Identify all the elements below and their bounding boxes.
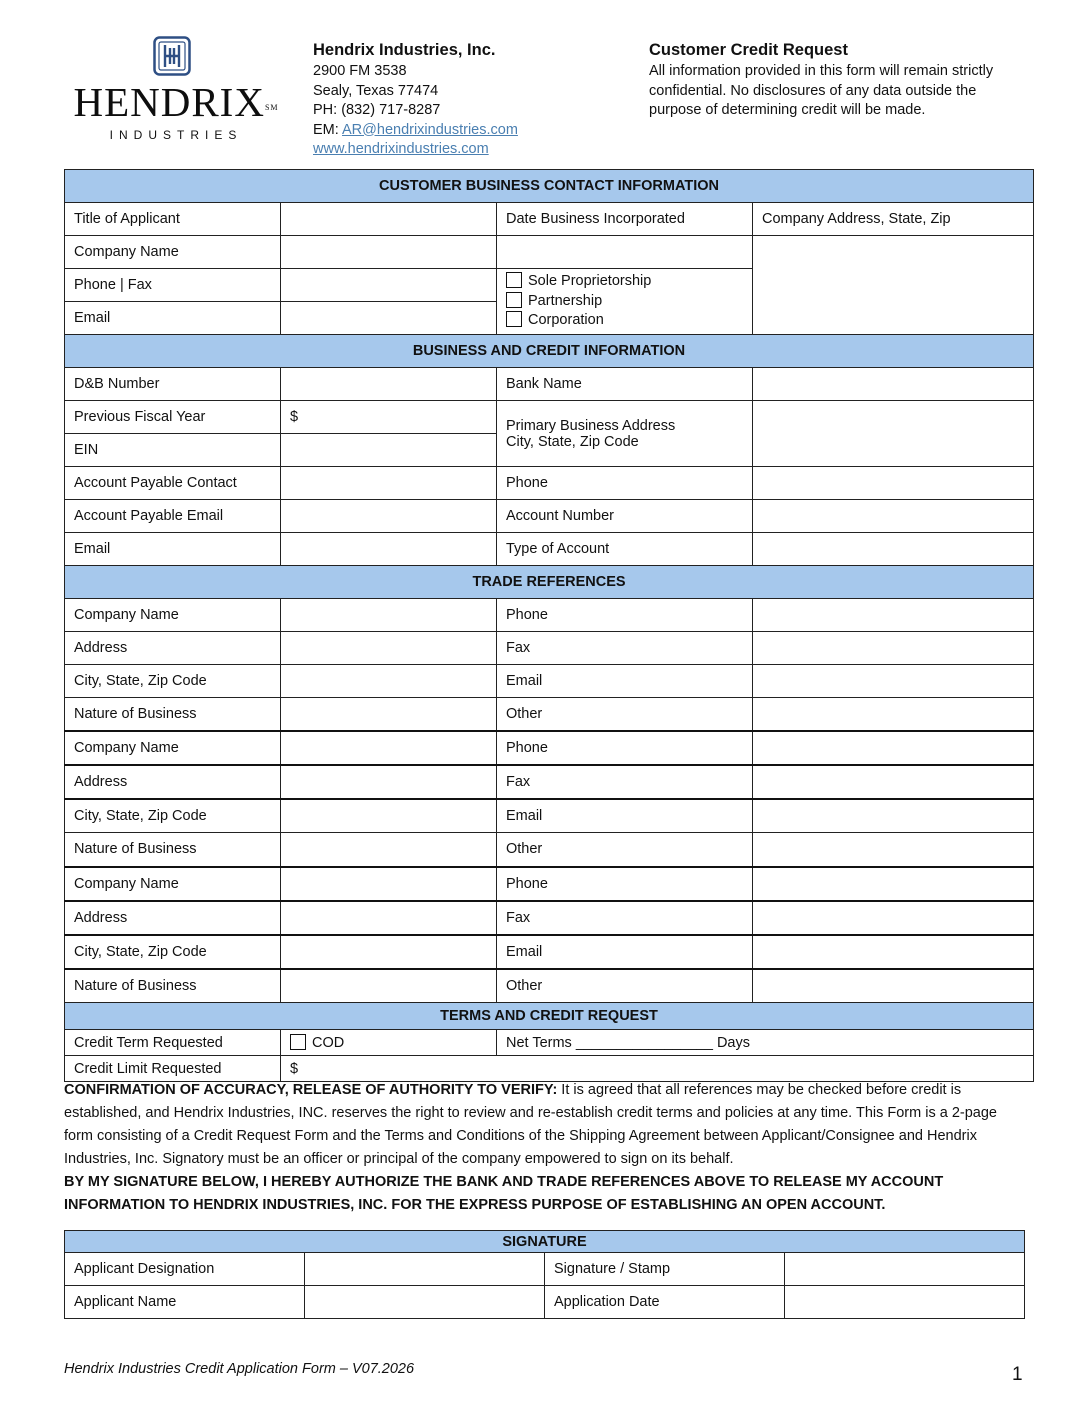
input-email[interactable]: [281, 302, 497, 335]
label-date-incorporated: Date Business Incorporated: [497, 203, 753, 236]
business-type-options: [497, 269, 753, 335]
input-ref3-phone[interactable]: [753, 867, 1034, 901]
input-date-incorporated[interactable]: [497, 236, 753, 269]
label-credit-term: Credit Term Requested: [65, 1030, 281, 1056]
label-ref2-other: Other: [497, 833, 753, 867]
section-header-terms: TERMS AND CREDIT REQUEST: [65, 1003, 1034, 1030]
section-header-signature: SIGNATURE: [65, 1231, 1025, 1253]
input-ref1-phone[interactable]: [753, 599, 1034, 632]
input-ref3-company[interactable]: [281, 867, 497, 901]
label-previous-fiscal-year: Previous Fiscal Year: [65, 401, 281, 434]
input-ref3-city[interactable]: [281, 935, 497, 969]
request-title: Customer Credit Request: [649, 41, 848, 59]
input-company-address[interactable]: [753, 236, 1034, 335]
label-title-of-applicant: Title of Applicant: [65, 203, 281, 236]
label-email: Email: [65, 302, 281, 335]
label-business-email: Email: [65, 533, 281, 566]
input-ref3-email[interactable]: [753, 935, 1034, 969]
company-phone: PH: (832) 717-8287: [313, 102, 441, 118]
input-primary-business-address[interactable]: [753, 401, 1034, 467]
confirmation-lead: CONFIRMATION OF ACCURACY, RELEASE OF AUTHORITY TO VERIFY:: [64, 1082, 558, 1098]
label-ref2-fax: Fax: [497, 765, 753, 799]
section-header-trade: TRADE REFERENCES: [65, 566, 1034, 599]
credit-form-table: [64, 169, 1034, 1082]
option-sole-proprietorship[interactable]: Sole Proprietorship: [506, 272, 743, 292]
label-applicant-designation: Applicant Designation: [65, 1253, 305, 1286]
cod-checkbox[interactable]: [290, 1034, 306, 1050]
logo-wordmark: HENDRIX℠: [73, 79, 279, 125]
email-link[interactable]: AR@hendrixindustries.com: [342, 121, 518, 138]
input-ref1-other[interactable]: [753, 698, 1034, 731]
label-ref3-fax: Fax: [497, 901, 753, 935]
label-ref3-email: Email: [497, 935, 753, 969]
input-ref2-other[interactable]: [753, 833, 1034, 867]
input-credit-limit[interactable]: $: [281, 1056, 1034, 1082]
label-company-address: Company Address, State, Zip: [753, 203, 1034, 236]
company-name: Hendrix Industries, Inc.: [313, 41, 496, 59]
website-link[interactable]: www.hendrixindustries.com: [313, 141, 489, 157]
input-ein[interactable]: [281, 434, 497, 467]
request-info: [649, 40, 999, 121]
label-application-date: Application Date: [545, 1286, 785, 1319]
label-ref2-company: Company Name: [65, 731, 281, 765]
company-email-line: [313, 121, 518, 141]
input-title-of-applicant[interactable]: [281, 203, 497, 236]
input-ap-contact[interactable]: [281, 467, 497, 500]
label-primary-business-address: Primary Business Address City, State, Zip Code: [497, 401, 753, 467]
label-company-name: Company Name: [65, 236, 281, 269]
company-address-line2: Sealy, Texas 77474: [313, 82, 439, 99]
input-ref3-fax[interactable]: [753, 901, 1034, 935]
option-cod[interactable]: COD: [281, 1030, 497, 1056]
label-bank-name: Bank Name: [497, 368, 753, 401]
label-ref1-fax: Fax: [497, 632, 753, 665]
logo-subtitle: INDUSTRIES: [109, 128, 243, 142]
input-ref2-nature[interactable]: [281, 833, 497, 867]
label-ap-email: Account Payable Email: [65, 500, 281, 533]
label-ref1-nature: Nature of Business: [65, 698, 281, 731]
label-ref3-nature: Nature of Business: [65, 969, 281, 1003]
input-ref2-phone[interactable]: [753, 731, 1034, 765]
input-ref2-address[interactable]: [281, 765, 497, 799]
input-dnb-number[interactable]: [281, 368, 497, 401]
label-ref1-city: City, State, Zip Code: [65, 665, 281, 698]
input-ref3-nature[interactable]: [281, 969, 497, 1003]
input-bank-name[interactable]: [753, 368, 1034, 401]
input-ref2-company[interactable]: [281, 731, 497, 765]
hendrix-monogram-icon: [153, 36, 191, 76]
input-applicant-designation[interactable]: [305, 1253, 545, 1286]
label-ref1-company: Company Name: [65, 599, 281, 632]
signature-table: [64, 1230, 1025, 1319]
input-type-of-account[interactable]: [753, 533, 1034, 566]
input-ref2-email[interactable]: [753, 799, 1034, 833]
input-ref1-address[interactable]: [281, 632, 497, 665]
label-ap-contact: Account Payable Contact: [65, 467, 281, 500]
company-address-line1: 2900 FM 3538: [313, 63, 407, 79]
label-applicant-name: Applicant Name: [65, 1286, 305, 1319]
input-ref2-city[interactable]: [281, 799, 497, 833]
confirmation-body: It is agreed that all references may be checked before credit is established, and Hendrix Industries, INC. reserves the right to review and re-establish credit terms and policies at any time. This Form is a 2-page form consisting of a Credit Request Form and the Terms and Conditions of the Shipping Agreement between Applicant/Consignee and Hendrix Industries, Inc. Signatory must be an officer or principal of the company empowered to sign on its behalf.: [64, 1082, 997, 1167]
email-prefix: EM:: [313, 121, 343, 138]
input-ref3-address[interactable]: [281, 901, 497, 935]
company-info: [313, 40, 518, 160]
confirmation-text: [64, 1079, 1026, 1217]
label-ein: EIN: [65, 434, 281, 467]
label-ref1-phone: Phone: [497, 599, 753, 632]
input-ref3-other[interactable]: [753, 969, 1034, 1003]
label-ref2-nature: Nature of Business: [65, 833, 281, 867]
input-signature-stamp[interactable]: [785, 1253, 1025, 1286]
input-ref2-fax[interactable]: [753, 765, 1034, 799]
input-ref1-city[interactable]: [281, 665, 497, 698]
label-bank-phone: Phone: [497, 467, 753, 500]
net-terms-field[interactable]: Net Terms _________________ Days: [497, 1030, 1034, 1056]
label-ref1-email: Email: [497, 665, 753, 698]
input-previous-fiscal-year[interactable]: $: [281, 401, 497, 434]
checkbox[interactable]: [506, 311, 522, 327]
label-ref3-company: Company Name: [65, 867, 281, 901]
label-ref3-other: Other: [497, 969, 753, 1003]
label-credit-limit: Credit Limit Requested: [65, 1056, 281, 1082]
authorization-statement: BY MY SIGNATURE BELOW, I HEREBY AUTHORIZE THE BANK AND TRADE REFERENCES ABOVE TO RELEASE MY ACCOUNT INFORMATION TO HENDRIX INDUSTRIES, INC. FOR THE EXPRESS PURPOSE OF ESTABLISHING AN OPEN ACCOUNT.: [64, 1174, 944, 1213]
input-phone-fax[interactable]: [281, 269, 497, 302]
label-type-of-account: Type of Account: [497, 533, 753, 566]
label-dnb-number: D&B Number: [65, 368, 281, 401]
footer-text: Hendrix Industries Credit Application Form – V07.2026: [64, 1361, 415, 1377]
label-account-number: Account Number: [497, 500, 753, 533]
input-ap-email[interactable]: [281, 500, 497, 533]
label-ref3-city: City, State, Zip Code: [65, 935, 281, 969]
input-ref1-company[interactable]: [281, 599, 497, 632]
page-number: 1: [1012, 1364, 1023, 1385]
label-ref2-city: City, State, Zip Code: [65, 799, 281, 833]
input-business-email[interactable]: [281, 533, 497, 566]
option-partnership[interactable]: Partnership: [506, 292, 743, 312]
input-company-name[interactable]: [281, 236, 497, 269]
section-header-business: BUSINESS AND CREDIT INFORMATION: [65, 335, 1034, 368]
checkbox[interactable]: [506, 292, 522, 308]
confidentiality-note: All information provided in this form will remain strictly confidential. No disclosures of any data outside the purpose of determining credit will be made.: [649, 63, 994, 118]
label-ref3-address: Address: [65, 901, 281, 935]
label-ref2-address: Address: [65, 765, 281, 799]
label-ref3-phone: Phone: [497, 867, 753, 901]
input-ref1-nature[interactable]: [281, 698, 497, 731]
label-ref2-email: Email: [497, 799, 753, 833]
section-header-contact: CUSTOMER BUSINESS CONTACT INFORMATION: [65, 170, 1034, 203]
input-bank-phone[interactable]: [753, 467, 1034, 500]
input-application-date[interactable]: [785, 1286, 1025, 1319]
company-logo: [66, 36, 286, 146]
label-ref1-other: Other: [497, 698, 753, 731]
option-corporation[interactable]: Corporation: [506, 311, 743, 331]
input-account-number[interactable]: [753, 500, 1034, 533]
label-ref1-address: Address: [65, 632, 281, 665]
input-ref1-email[interactable]: [753, 665, 1034, 698]
input-ref1-fax[interactable]: [753, 632, 1034, 665]
label-ref2-phone: Phone: [497, 731, 753, 765]
checkbox[interactable]: [506, 272, 522, 288]
input-applicant-name[interactable]: [305, 1286, 545, 1319]
label-phone-fax: Phone | Fax: [65, 269, 281, 302]
label-signature-stamp: Signature / Stamp: [545, 1253, 785, 1286]
